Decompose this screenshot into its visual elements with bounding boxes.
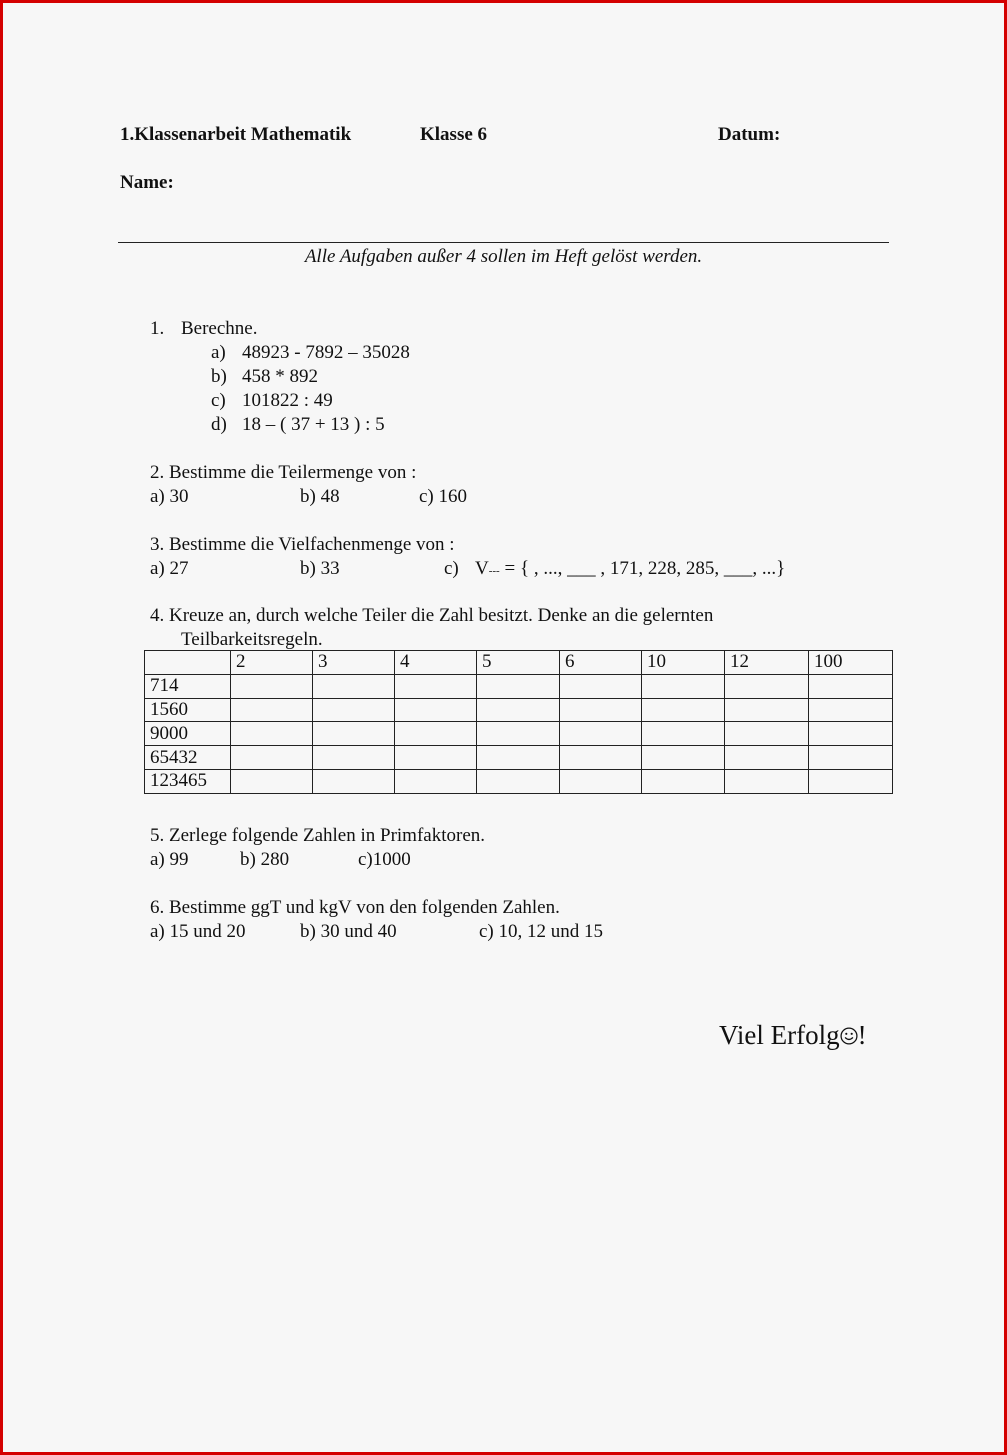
- date-label: Datum:: [718, 124, 781, 145]
- check-cell[interactable]: [642, 746, 725, 770]
- instruction-text: Alle Aufgaben außer 4 sollen im Heft gelöst werden.: [304, 246, 703, 267]
- divisor-header: 10: [642, 651, 725, 675]
- check-cell[interactable]: [395, 674, 477, 698]
- table-header-row: [145, 651, 893, 675]
- check-cell[interactable]: [395, 769, 477, 793]
- task1-item-label: d): [211, 414, 227, 435]
- check-cell[interactable]: [231, 746, 313, 770]
- check-cell[interactable]: [477, 674, 560, 698]
- task3-item: a) 27: [150, 558, 189, 579]
- task1-item-expr: 458 * 892: [242, 366, 318, 387]
- task3-item: c): [444, 558, 459, 579]
- check-cell[interactable]: [560, 698, 642, 722]
- check-cell[interactable]: [725, 698, 809, 722]
- task5-item: c)1000: [358, 849, 411, 870]
- divisor-header: 4: [395, 651, 477, 675]
- table-row: [145, 746, 893, 770]
- check-cell[interactable]: [477, 698, 560, 722]
- check-cell[interactable]: [809, 674, 893, 698]
- name-label: Name:: [120, 172, 174, 193]
- check-cell[interactable]: [231, 698, 313, 722]
- task1-item-label: a): [211, 342, 226, 363]
- task3-item: b) 33: [300, 558, 340, 579]
- check-cell[interactable]: [725, 769, 809, 793]
- check-cell[interactable]: [313, 746, 395, 770]
- check-cell[interactable]: [809, 746, 893, 770]
- task3-prompt: 3. Bestimme die Vielfachenmenge von :: [150, 534, 455, 555]
- farewell-end: !: [857, 1020, 867, 1050]
- task3-set-prefix: V: [475, 558, 489, 579]
- check-cell[interactable]: [395, 722, 477, 746]
- check-cell[interactable]: [560, 722, 642, 746]
- task6-item: a) 15 und 20: [150, 921, 246, 942]
- check-cell[interactable]: [477, 722, 560, 746]
- check-cell[interactable]: [809, 698, 893, 722]
- number-cell: 1560: [145, 698, 231, 722]
- task1-item-label: c): [211, 390, 226, 411]
- check-cell[interactable]: [642, 674, 725, 698]
- task4-prompt-line1: 4. Kreuze an, durch welche Teiler die Zahl besitzt. Denke an die gelernten: [150, 605, 714, 626]
- task1-item-expr: 18 – ( 37 + 13 ) : 5: [242, 414, 385, 435]
- divisor-header: 2: [231, 651, 313, 675]
- check-cell[interactable]: [560, 674, 642, 698]
- task4-prompt-line2: Teilbarkeitsregeln.: [181, 629, 323, 650]
- check-cell[interactable]: [313, 698, 395, 722]
- task3-set-expression: [475, 558, 785, 580]
- task6-prompt: 6. Bestimme ggT und kgV von den folgenden Zahlen.: [150, 897, 560, 918]
- table-row: [145, 769, 893, 793]
- divisibility-table: [144, 650, 893, 794]
- check-cell[interactable]: [477, 746, 560, 770]
- check-cell[interactable]: [560, 769, 642, 793]
- divisor-header: 12: [725, 651, 809, 675]
- number-cell: 714: [145, 674, 231, 698]
- task2-item: a) 30: [150, 486, 189, 507]
- table-corner-cell: [145, 651, 231, 675]
- task2-prompt: 2. Bestimme die Teilermenge von :: [150, 462, 417, 483]
- check-cell[interactable]: [809, 769, 893, 793]
- farewell-text: Viel Erfolg: [719, 1020, 840, 1050]
- check-cell[interactable]: [477, 769, 560, 793]
- task5-item: a) 99: [150, 849, 189, 870]
- check-cell[interactable]: [313, 674, 395, 698]
- task1-number: 1.: [150, 318, 165, 339]
- check-cell[interactable]: [231, 674, 313, 698]
- check-cell[interactable]: [642, 722, 725, 746]
- task2-item: b) 48: [300, 486, 340, 507]
- task1-item-expr: 101822 : 49: [242, 390, 333, 411]
- task2-item: c) 160: [419, 486, 468, 507]
- task6-item: b) 30 und 40: [300, 921, 397, 942]
- number-cell: 65432: [145, 746, 231, 770]
- task3-set-rest: = { , ..., ___ , 171, 228, 285, ___, ...}: [499, 558, 786, 579]
- divisor-header: 6: [560, 651, 642, 675]
- task1-item-expr: 48923 - 7892 – 35028: [242, 342, 410, 363]
- check-cell[interactable]: [313, 722, 395, 746]
- grade-label: Klasse 6: [420, 124, 488, 145]
- check-cell[interactable]: [725, 746, 809, 770]
- check-cell[interactable]: [231, 722, 313, 746]
- task3-set-subscript: ---: [488, 565, 500, 577]
- task5-item: b) 280: [240, 849, 290, 870]
- exam-title: 1.Klassenarbeit Mathematik: [120, 124, 352, 145]
- check-cell[interactable]: [642, 769, 725, 793]
- task6-item: c) 10, 12 und 15: [479, 921, 604, 942]
- check-cell[interactable]: [313, 769, 395, 793]
- task1-prompt: Berechne.: [181, 318, 258, 339]
- check-cell[interactable]: [395, 698, 477, 722]
- divisor-header: 100: [809, 651, 893, 675]
- check-cell[interactable]: [725, 674, 809, 698]
- check-cell[interactable]: [231, 769, 313, 793]
- number-cell: 123465: [145, 769, 231, 793]
- divisor-header: 5: [477, 651, 560, 675]
- farewell-message: [719, 1020, 867, 1051]
- table-row: [145, 698, 893, 722]
- check-cell[interactable]: [809, 722, 893, 746]
- table-row: [145, 722, 893, 746]
- check-cell[interactable]: [395, 746, 477, 770]
- divisor-header: 3: [313, 651, 395, 675]
- check-cell[interactable]: [560, 746, 642, 770]
- task1-item-label: b): [211, 366, 227, 387]
- check-cell[interactable]: [642, 698, 725, 722]
- task5-prompt: 5. Zerlege folgende Zahlen in Primfaktoren.: [150, 825, 486, 846]
- header-rule: [118, 242, 889, 243]
- smiley-icon: [840, 1027, 858, 1045]
- number-cell: 9000: [145, 722, 231, 746]
- table-row: [145, 674, 893, 698]
- check-cell[interactable]: [725, 722, 809, 746]
